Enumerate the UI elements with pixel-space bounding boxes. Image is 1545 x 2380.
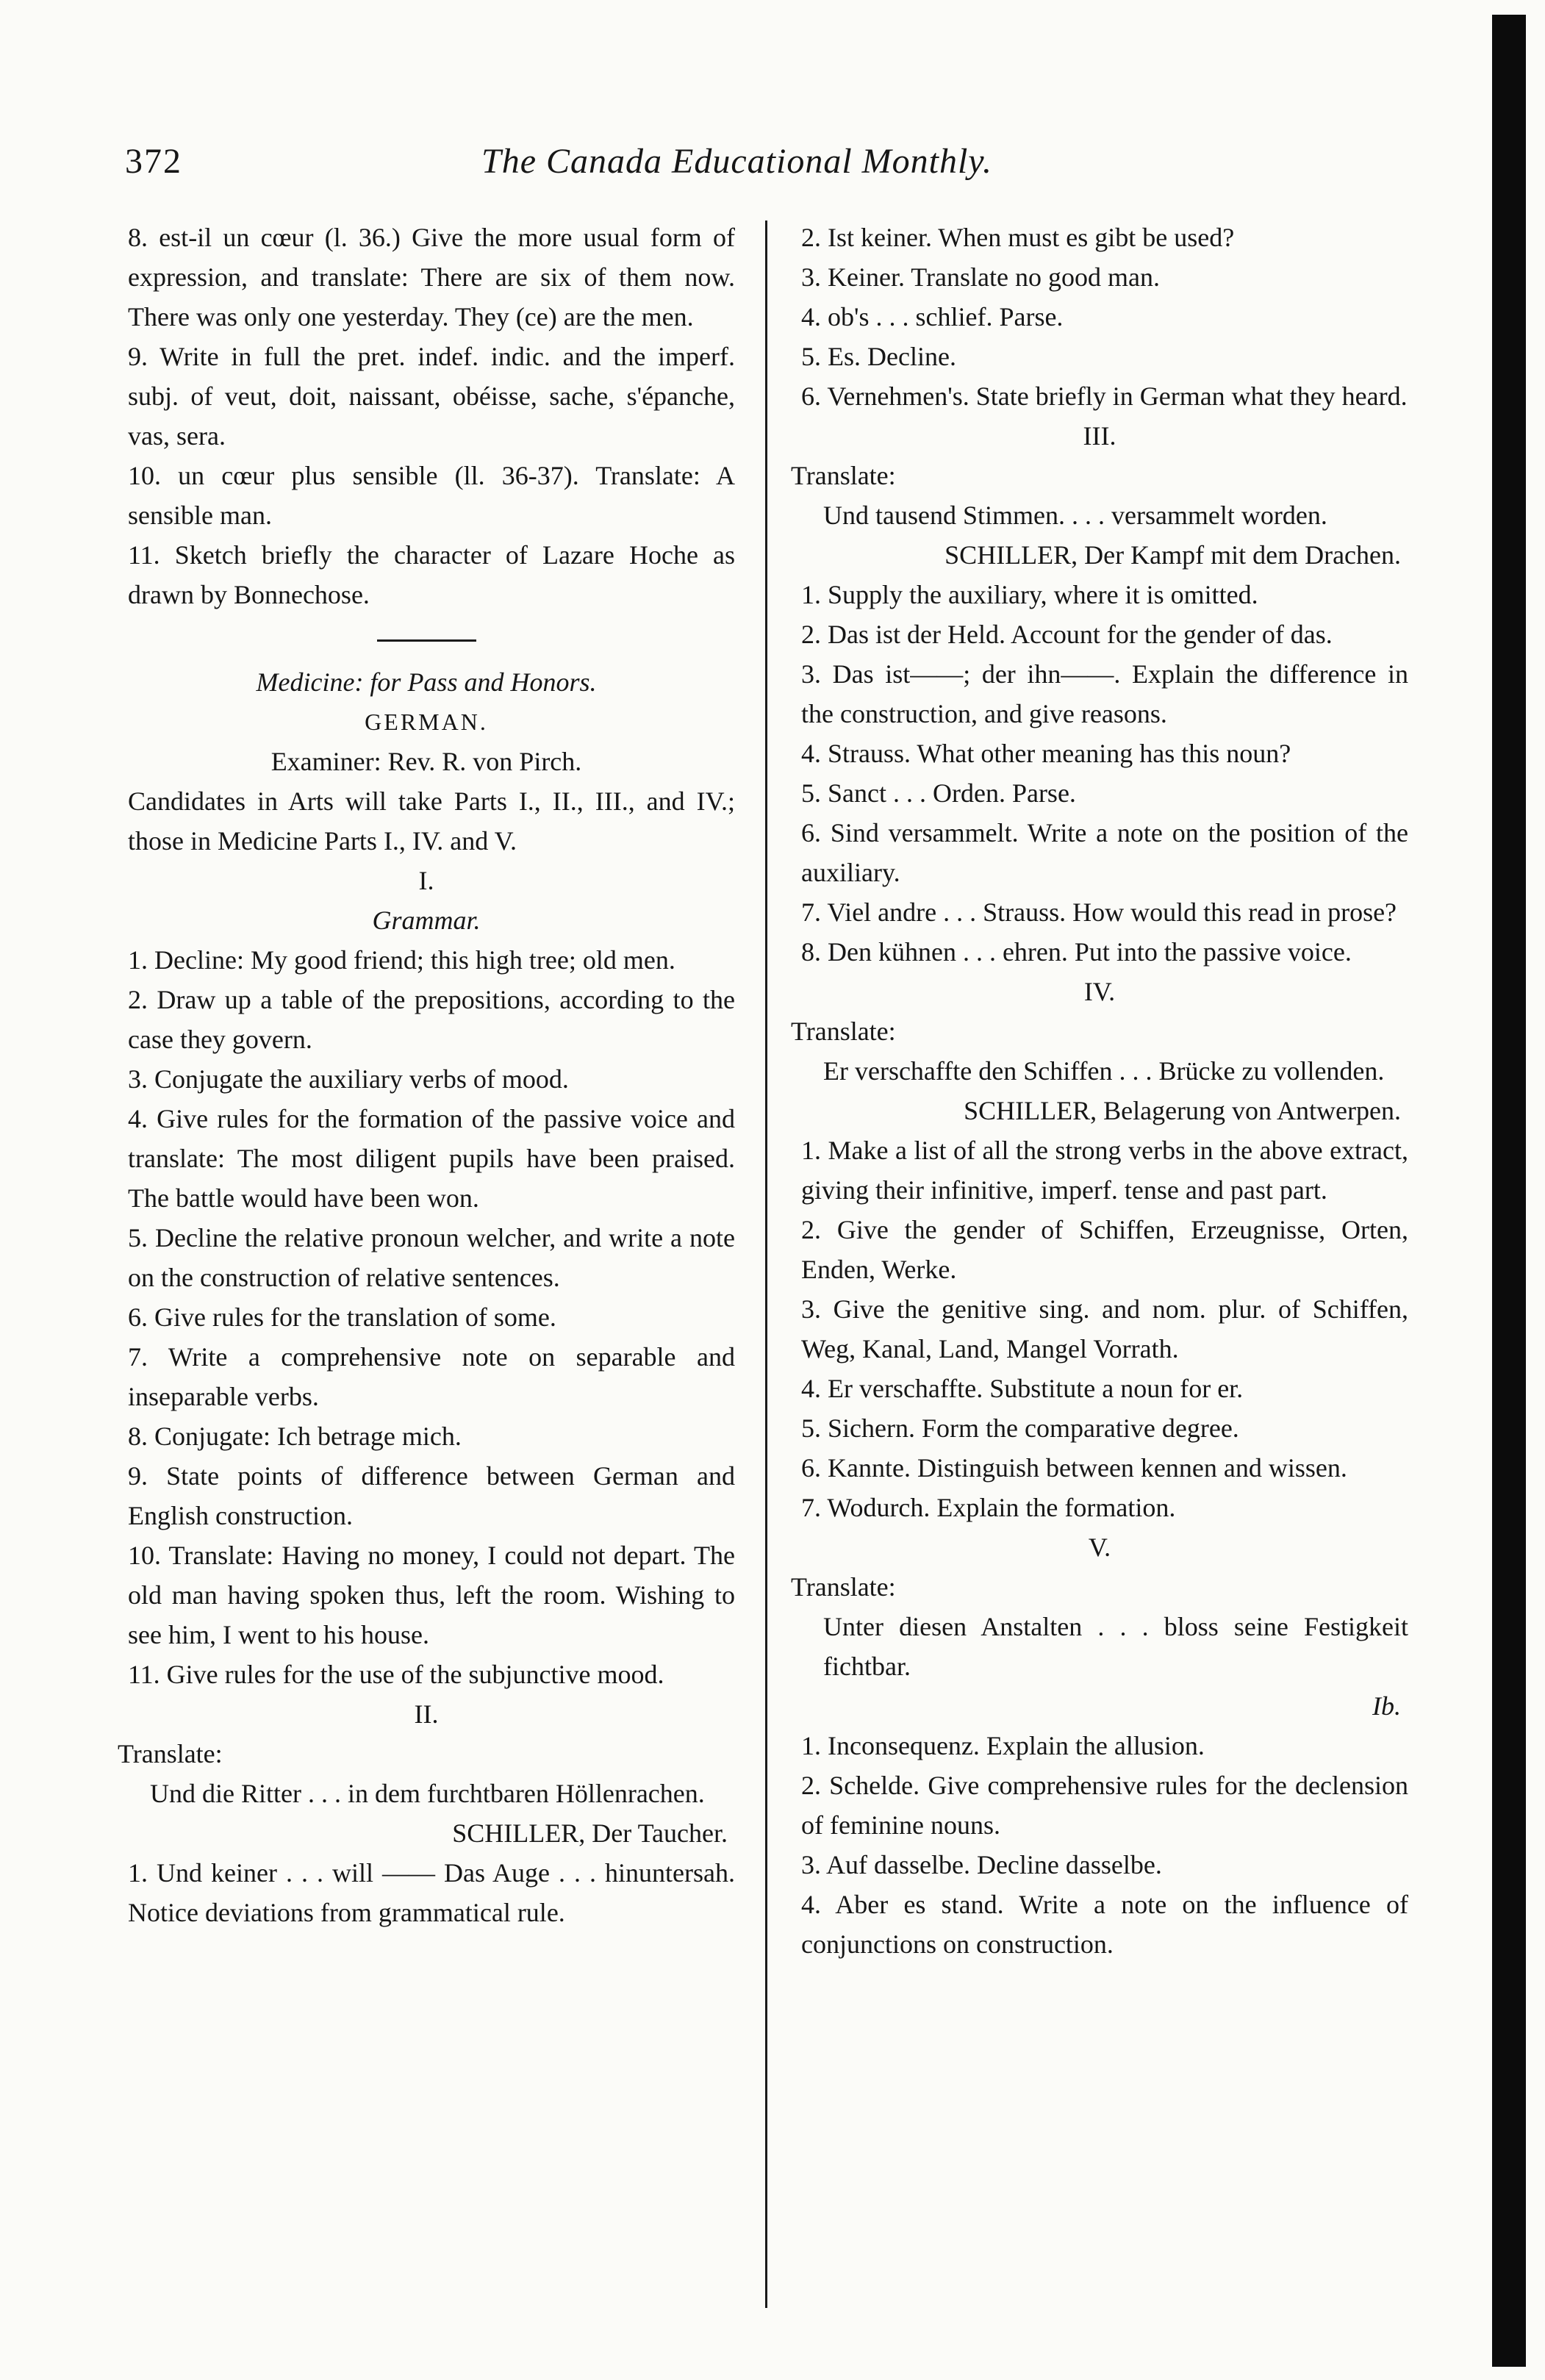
grammar-question-8: 8. Conjugate: Ich betrage mich. [128, 1422, 462, 1451]
page-number: 372 [125, 142, 182, 181]
attribution: Ib. [1372, 1691, 1401, 1721]
part3-question-6: 6. Sind versammelt. Write a note on the position of the auxiliary. [801, 818, 1408, 887]
subject-heading: GERMAN. [365, 709, 488, 735]
part2-question-2: 2. Ist keiner. When must es gibt be used? [801, 223, 1235, 252]
part2-question-4: 4. ob's . . . schlief. Parse. [801, 302, 1064, 331]
grammar-heading: Grammar. [372, 906, 481, 935]
quotation: Unter diesen Anstalten . . . bloss seine Festigkeit fichtbar. [823, 1612, 1408, 1681]
part2-question-6: 6. Vernehmen's. State briefly in German what they heard. [801, 381, 1408, 411]
grammar-question-3: 3. Conjugate the auxiliary verbs of mood. [128, 1064, 569, 1094]
part-heading-4: IV. [1083, 977, 1116, 1006]
part3-question-3: 3. Das ist——; der ihn——. Explain the difference in the construction, and give reasons. [801, 659, 1408, 728]
grammar-question-10: 10. Translate: Having no money, I could not depart. The old man having spoken thus, left the room. Wishing to see him, I went to his house. [128, 1541, 735, 1649]
grammar-question-1: 1. Decline: My good friend; this high tree; old men. [128, 945, 675, 975]
question-11: 11. Sketch briefly the character of Lazare Hoche as drawn by Bonnechose. [128, 540, 735, 609]
part4-question-4: 4. Er verschaffte. Substitute a noun for er. [801, 1374, 1244, 1403]
grammar-question-9: 9. State points of difference between German and English construction. [128, 1461, 735, 1530]
grammar-question-6: 6. Give rules for the translation of some. [128, 1302, 556, 1332]
attribution: SCHILLER, Der Taucher. [452, 1818, 728, 1848]
part2-question-1: 1. Und keiner . . . will —— Das Auge . . . hinuntersah. Notice deviations from grammatical rule. [128, 1858, 735, 1927]
attribution: SCHILLER, Der Kampf mit dem Drachen. [944, 540, 1401, 570]
part4-question-7: 7. Wodurch. Explain the formation. [801, 1493, 1176, 1522]
translate-label: Translate: [791, 1572, 896, 1602]
part2-question-5: 5. Es. Decline. [801, 342, 956, 371]
part3-question-4: 4. Strauss. What other meaning has this noun? [801, 739, 1291, 768]
part5-question-3: 3. Auf dasselbe. Decline dasselbe. [801, 1850, 1162, 1879]
page-header [125, 132, 1132, 191]
grammar-question-2: 2. Draw up a table of the prepositions, according to the case they govern. [128, 985, 735, 1054]
candidates-note: Candidates in Arts will take Parts I., II., III., and IV.; those in Medicine Parts I., IV. and V. [128, 786, 735, 856]
translate-label: Translate: [118, 1739, 223, 1768]
grammar-question-11: 11. Give rules for the use of the subjunctive mood. [128, 1660, 664, 1689]
part3-question-2: 2. Das ist der Held. Account for the gender of das. [801, 620, 1333, 649]
part3-question-7: 7. Viel andre . . . Strauss. How would this read in prose? [801, 897, 1397, 927]
examiner-line: Examiner: Rev. R. von Pirch. [270, 747, 582, 776]
part-heading-1: I. [418, 866, 434, 895]
part5-question-1: 1. Inconsequenz. Explain the allusion. [801, 1731, 1205, 1760]
attribution: SCHILLER, Belagerung von Antwerpen. [964, 1096, 1401, 1125]
part3-question-8: 8. Den kühnen . . . ehren. Put into the passive voice. [801, 937, 1352, 967]
scan-edge-bar [1492, 15, 1526, 2367]
section-title: Medicine: for Pass and Honors. [256, 667, 597, 697]
part4-question-6: 6. Kannte. Distinguish between kennen and wissen. [801, 1453, 1347, 1483]
part5-question-4: 4. Aber es stand. Write a note on the influence of conjunctions on construction. [801, 1890, 1408, 1959]
question-8: 8. est-il un cœur (l. 36.) Give the more usual form of expression, and translate: There are six of them now. There was only one yesterday. They (ce) are the men. [128, 223, 735, 331]
part-heading-3: III. [1083, 421, 1116, 451]
grammar-question-4: 4. Give rules for the formation of the passive voice and translate: The most diligent pupils have been praised. The battle would have been won. [128, 1104, 735, 1213]
quotation: Er verschaffte den Schiffen . . . Brücke zu vollenden. [823, 1056, 1385, 1086]
part3-question-5: 5. Sanct . . . Orden. Parse. [801, 778, 1076, 808]
part3-question-1: 1. Supply the auxiliary, where it is omitted. [801, 580, 1258, 609]
right-column [791, 218, 1408, 2371]
left-column [118, 218, 735, 2371]
part4-question-2: 2. Give the gender of Schiffen, Erzeugnisse, Orten, Enden, Werke. [801, 1215, 1408, 1284]
translate-label: Translate: [791, 461, 896, 490]
part4-question-3: 3. Give the genitive sing. and nom. plur. of Schiffen, Weg, Kanal, Land, Mangel Vorrath. [801, 1294, 1408, 1363]
running-title: The Canada Educational Monthly. [481, 142, 992, 181]
grammar-question-5: 5. Decline the relative pronoun welcher, and write a note on the construction of relative sentences. [128, 1223, 735, 1292]
part4-question-5: 5. Sichern. Form the comparative degree. [801, 1413, 1239, 1443]
quotation: Und tausend Stimmen. . . . versammelt worden. [823, 501, 1327, 530]
part4-question-1: 1. Make a list of all the strong verbs in the above extract, giving their infinitive, imperf. tense and past part. [801, 1136, 1408, 1205]
grammar-question-7: 7. Write a comprehensive note on separable and inseparable verbs. [128, 1342, 735, 1411]
question-10: 10. un cœur plus sensible (ll. 36-37). Translate: A sensible man. [128, 461, 735, 530]
quotation: Und die Ritter . . . in dem furchtbaren Höllenrachen. [150, 1779, 705, 1808]
part-heading-2: II. [414, 1699, 439, 1729]
part5-question-2: 2. Schelde. Give comprehensive rules for the declension of feminine nouns. [801, 1771, 1408, 1840]
section-rule [377, 639, 476, 642]
part-heading-5: V. [1088, 1533, 1111, 1562]
question-9: 9. Write in full the pret. indef. indic. and the imperf. subj. of veut, doit, naissant, obéisse, sache, s'épanche, vas, sera. [128, 342, 735, 451]
part2-question-3: 3. Keiner. Translate no good man. [801, 262, 1160, 292]
translate-label: Translate: [791, 1017, 896, 1046]
column-divider [765, 221, 767, 2308]
